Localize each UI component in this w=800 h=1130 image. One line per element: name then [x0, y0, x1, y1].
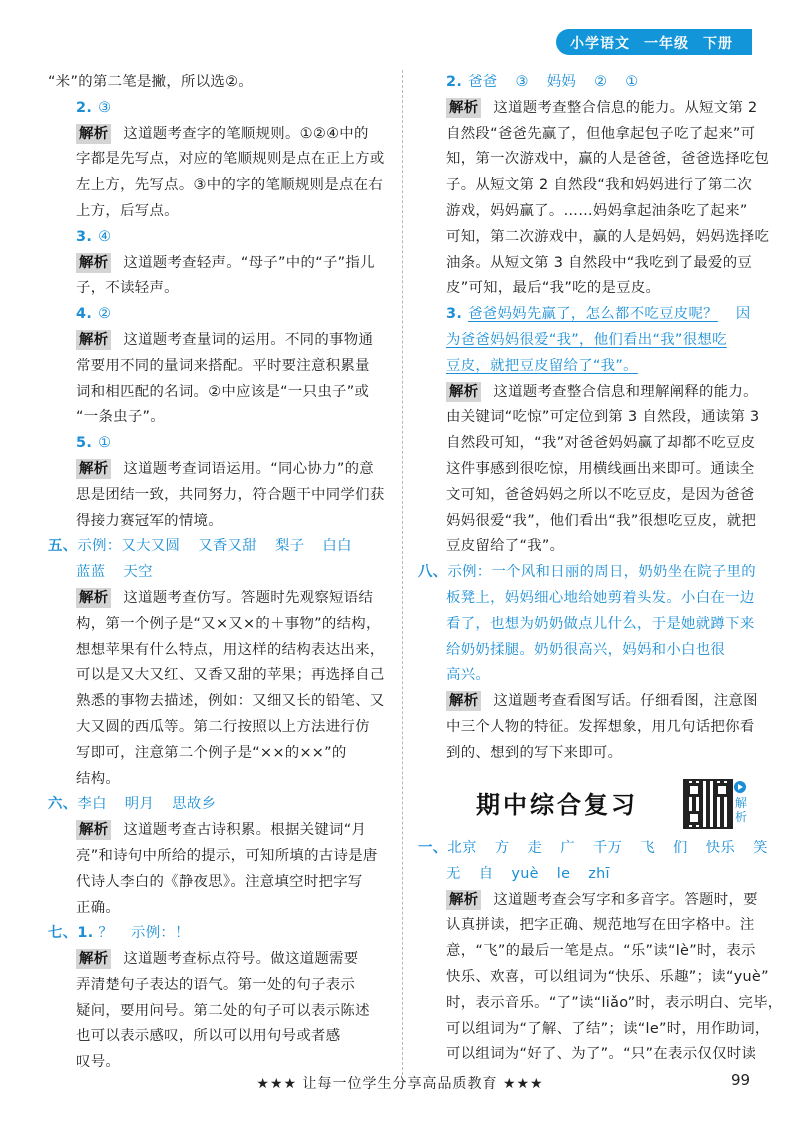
analysis-label: 解析: [446, 691, 481, 711]
text-line: [418, 122, 758, 148]
analysis-label: 解析: [76, 459, 111, 479]
answer-text: 高兴。: [446, 667, 491, 684]
header-banner: [556, 29, 752, 55]
text-line: [48, 896, 393, 922]
text-line: [48, 767, 393, 793]
body-text: 这道题考查仿写。答题时先观察短语结: [123, 589, 374, 606]
text-line: [48, 689, 393, 715]
text-line: [418, 276, 758, 302]
answer-text: ②: [98, 306, 112, 323]
text-line: [48, 973, 393, 999]
section-marker: 七、1.: [48, 925, 94, 942]
answer-text: 飞: [640, 840, 655, 856]
answer-text: 明月: [124, 796, 155, 813]
text-line: [48, 534, 393, 560]
right-column-bottom: [418, 836, 783, 1068]
analysis-label: 解析: [76, 949, 111, 969]
answer-text: 因: [735, 306, 751, 323]
text-line: [418, 70, 758, 96]
text-line: [48, 302, 393, 328]
text-line: [418, 991, 783, 1017]
header-volume: 下册: [703, 36, 733, 52]
body-text: 可以组词为“了解、了结”；读“le”时，用作助词，: [446, 1020, 770, 1037]
answer-text: ②: [594, 74, 608, 90]
text-line: [418, 380, 758, 406]
question-number: 3.: [76, 228, 93, 245]
text-line: [418, 251, 758, 277]
answer-text: le: [556, 865, 571, 882]
section-marker: 五、: [48, 538, 78, 555]
analysis-label: 解析: [446, 98, 481, 118]
body-text: 油条。从短文第 3 自然段中“我吃到了最爱的豆: [446, 254, 753, 271]
analysis-label: 解析: [76, 330, 111, 350]
body-text: 构，第一个例子是“又×又×的＋事物”的结构，: [76, 615, 381, 632]
body-text: 可以组词为“好了、为了”。“只”在表示仅仅时读: [446, 1046, 757, 1063]
text-line: [48, 70, 393, 96]
qr-code-icon[interactable]: [683, 779, 733, 829]
section-marker: 一、: [418, 840, 448, 856]
body-text: 也可以表示感叹，所以可以用句号或者感: [76, 1028, 341, 1045]
body-text: 中三个人物的特征。发挥想象，用几句话把你看: [446, 718, 755, 735]
body-text: 这道题考查整合信息的能力。从短文第 2: [493, 99, 758, 116]
answer-text: 梨子: [275, 538, 305, 555]
body-text: 这件事感到很吃惊，用横线画出来即可。通读全: [446, 460, 755, 477]
body-text: 结构。: [76, 770, 121, 787]
body-text: 到的、想到的写下来即可。: [446, 744, 623, 761]
midterm-review-title: 期中综合复习: [476, 791, 638, 819]
answer-text: 快乐: [705, 840, 736, 856]
answer-text: ③: [98, 99, 112, 116]
underlined-answer: 豆皮，就把豆皮留给了“我”。: [446, 357, 638, 374]
body-text: 代诗人李白的《静夜思》。注意填空时把字写: [76, 873, 363, 890]
text-line: [418, 302, 758, 328]
body-text: 这道题考查量词的运用。不同的事物通: [123, 331, 374, 348]
text-line: [418, 509, 758, 535]
answer-text: 爸爸: [468, 74, 498, 90]
qr-label: 解析: [735, 796, 748, 824]
body-text: 子，不读轻声。: [76, 280, 179, 297]
answer-text: 北京: [447, 840, 477, 856]
text-line: [418, 836, 768, 862]
text-line: [418, 457, 758, 483]
footer-slogan: ★★★ 让每一位学生分享高品质教育 ★★★: [256, 1076, 544, 1092]
text-line: [48, 586, 393, 612]
text-line: [48, 792, 393, 818]
text-line: [418, 1042, 758, 1068]
text-line: [48, 509, 393, 535]
question-number: 4.: [76, 306, 93, 323]
body-text: 叹号。: [76, 1054, 121, 1071]
answer-text: ③: [515, 74, 529, 90]
text-line: [48, 1024, 393, 1050]
text-line: [418, 862, 758, 888]
answer-text: 蓝蓝: [76, 564, 106, 581]
body-text: 豆皮留给了“我”。: [446, 538, 565, 555]
text-line: [48, 638, 393, 664]
text-line: [48, 612, 393, 638]
text-line: [48, 947, 393, 973]
left-column: [48, 70, 393, 1076]
analysis-label: 解析: [446, 890, 481, 910]
body-text: 这道题考查会写字和多音字。答题时，要: [493, 891, 758, 908]
body-text: 正确。: [76, 899, 121, 916]
body-text: “一条虫子”。: [76, 409, 165, 426]
body-text: 快乐、欢喜，可以组词为“快乐、乐趣”；读“yuè”: [446, 968, 769, 985]
answer-text: 广: [560, 840, 575, 856]
body-text: 妈妈很爱“我”，他们看出“我”很想吃豆皮，就把: [446, 512, 757, 529]
text-line: [48, 147, 393, 173]
text-line: [48, 199, 393, 225]
body-text: 自然段可知，“我”对爸爸妈妈赢了却都不吃豆皮: [446, 435, 756, 452]
answer-text: 白白: [322, 538, 352, 555]
text-line: [418, 173, 758, 199]
text-line: [418, 560, 758, 586]
body-text: 思是团结一致，共同努力，符合题干中同学们获: [76, 486, 385, 503]
answer-text: 看了，也想为奶奶做点儿什么，于是她就蹲下来: [446, 615, 755, 632]
question-number: 2.: [76, 99, 93, 116]
analysis-label: 解析: [76, 124, 111, 144]
text-line: [48, 663, 393, 689]
text-line: [48, 173, 393, 199]
text-line: [418, 225, 770, 251]
text-line: [418, 1017, 770, 1043]
text-line: [418, 715, 758, 741]
answer-text: 自: [478, 865, 494, 882]
answer-text: 千万: [592, 840, 623, 856]
text-line: [48, 818, 393, 844]
text-line: [418, 586, 758, 612]
text-line: [48, 483, 393, 509]
body-text: 词和相匹配的名词。②中应该是“一只虫子”或: [76, 383, 370, 400]
analysis-label: 解析: [76, 588, 111, 608]
body-text: 上方，后写点。: [76, 202, 179, 219]
text-line: [418, 939, 758, 965]
body-text: 这道题考查整合信息和理解阐释的能力。: [493, 383, 758, 400]
text-line: [48, 276, 393, 302]
answer-text: 李白: [77, 796, 107, 813]
text-line: [418, 612, 758, 638]
answer-text: ①: [98, 435, 112, 452]
text-line: [48, 844, 393, 870]
answer-text: 板凳上，妈妈细心地给她剪着头发。小白在一边: [446, 589, 755, 606]
text-line: [48, 457, 393, 483]
body-text: 时，表示音乐。“了”读“liǎo”时，表示明白、完毕，: [446, 994, 783, 1011]
text-line: [48, 96, 393, 122]
body-text: 左上方，先写点。③中的字的笔顺规则是点在右: [76, 177, 384, 194]
text-line: [418, 147, 770, 173]
body-text: 认真拼读，把字正确、规范地写在田字格中。注: [446, 917, 755, 934]
text-line: [48, 715, 393, 741]
answer-text: 给奶奶揉腿。奶奶很高兴，妈妈和小白也很: [446, 641, 726, 658]
question-number: 2.: [446, 74, 463, 90]
text-line: [48, 354, 393, 380]
text-line: [418, 199, 758, 225]
body-text: 常要用不同的量词来搭配。平时要注意积累量: [76, 357, 370, 374]
answer-text: zhī: [588, 865, 610, 882]
text-line: [48, 380, 393, 406]
answer-text: ？: [93, 925, 114, 942]
header-grade: 一年级: [644, 36, 689, 52]
body-text: 这道题考查词语运用。“同心协力”的意: [123, 460, 374, 477]
answer-text: 们: [672, 840, 688, 856]
section-marker: 六、: [48, 796, 78, 813]
body-text: 熟悉的事物去描述，例如：又细又长的铅笔、又: [76, 693, 385, 710]
text-line: [418, 96, 758, 122]
text-line: [418, 663, 758, 689]
answer-text: 思故乡: [172, 796, 217, 813]
answer-text: ①: [625, 74, 639, 90]
text-line: [418, 328, 758, 354]
answer-text: 天空: [123, 564, 153, 581]
analysis-label: 解析: [446, 382, 481, 402]
body-text: 亮”和诗句中所给的提示，可知所填的古诗是唐: [76, 847, 378, 864]
answer-text: 走: [527, 840, 543, 856]
body-text: 由关键词“吃惊”可定位到第 3 自然段，通读第 3: [446, 409, 760, 426]
answer-text: 妈妈: [546, 74, 577, 90]
underlined-answer: 爸爸妈妈先赢了，怎么都不吃豆皮呢？: [468, 306, 718, 323]
body-text: “米”的第二笔是撇，所以选②。: [48, 74, 253, 90]
body-text: 意，“飞”的最后一笔是点。“乐”读“lè”时，表示: [446, 943, 756, 960]
text-line: [418, 689, 758, 715]
answer-text: 笑: [753, 840, 768, 856]
body-text: 弄清楚句子表达的语气。第一处的句子表示: [76, 976, 356, 993]
answer-text: yuè: [511, 865, 539, 882]
text-line: [418, 354, 758, 380]
text-line: [418, 638, 758, 664]
text-line: [48, 741, 393, 767]
body-text: 游戏，妈妈赢了。……妈妈拿起油条吃了起来”: [446, 202, 748, 219]
underlined-answer: 为爸爸妈妈很爱“我”，他们看出“我”很想吃: [446, 331, 727, 348]
question-number: 5.: [76, 435, 93, 452]
answer-text: 方: [494, 840, 510, 856]
body-text: 文可知，爸爸妈妈之所以不吃豆皮，是因为爸爸: [446, 486, 755, 503]
text-line: [48, 122, 393, 148]
text-line: [48, 560, 393, 586]
text-line: [48, 921, 393, 947]
text-line: [418, 913, 758, 939]
analysis-label: 解析: [76, 820, 111, 840]
text-line: [418, 888, 758, 914]
text-line: [418, 431, 758, 457]
header-subject: 小学语文: [570, 36, 630, 52]
question-number: 3.: [446, 306, 463, 323]
body-text: 可知，第二次游戏中，赢的人是妈妈，妈妈选择吃: [446, 228, 770, 245]
body-text: 疑问，要用问号。第二处的句子可以表示陈述: [76, 1002, 370, 1019]
body-text: 这道题考查字的笔顺规则。①②④中的: [123, 125, 369, 142]
page-number: 99: [731, 1071, 751, 1089]
body-text: 这道题考查轻声。“母子”中的“子”指儿: [123, 254, 375, 271]
right-column-top: [418, 70, 770, 767]
body-text: 这道题考查看图写话。仔细看图，注意图: [493, 693, 758, 710]
text-line: [48, 999, 393, 1025]
answer-text: ④: [98, 228, 112, 245]
answer-text: 示例：一个风和日丽的周日，奶奶坐在院子里的: [447, 564, 756, 581]
answer-text: 示例：！: [131, 925, 190, 942]
header-text: [570, 33, 747, 53]
text-line: [418, 965, 769, 991]
column-divider: [402, 70, 403, 1080]
body-text: 这道题考查标点符号。做这道题需要: [123, 951, 359, 968]
text-line: [48, 405, 393, 431]
text-line: [48, 225, 393, 251]
answer-text: 无: [446, 865, 461, 882]
text-line: [418, 741, 758, 767]
text-line: [418, 405, 758, 431]
analysis-label: 解析: [76, 253, 111, 273]
body-text: 字都是先写点，对应的笔顺规则是点在正上方或: [76, 151, 385, 168]
body-text: 写即可，注意第二个例子是“××的××”的: [76, 744, 347, 761]
body-text: 皮”可知，最后“我”吃的是豆皮。: [446, 280, 661, 297]
text-line: [48, 870, 393, 896]
body-text: 知，第一次游戏中，赢的人是爸爸，爸爸选择吃包: [446, 151, 770, 168]
body-text: 这道题考查古诗积累。根据关键词“月: [123, 822, 367, 839]
text-line: [48, 251, 393, 277]
section-marker: 八、: [418, 564, 448, 581]
text-line: [48, 431, 393, 457]
body-text: 大又圆的西瓜等。第二行按照以上方法进行仿: [76, 718, 370, 735]
body-text: 可以是又大又红、又香又甜的苹果；再选择自己: [76, 667, 385, 684]
text-line: [418, 534, 758, 560]
answer-text: 示例：又大又圆: [77, 538, 181, 555]
body-text: 子。从短文第 2 自然段“我和妈妈进行了第二次: [446, 177, 753, 194]
body-text: 想想苹果有什么特点，用这样的结构表达出来，: [76, 641, 385, 658]
body-text: 自然段“爸爸先赢了，但他拿起包子吃了起来”可: [446, 125, 756, 142]
text-line: [418, 483, 758, 509]
answer-text: 又香又甜: [198, 538, 257, 555]
text-line: [48, 328, 393, 354]
body-text: 得接力赛冠军的情境。: [76, 512, 223, 529]
play-icon[interactable]: [734, 781, 746, 793]
